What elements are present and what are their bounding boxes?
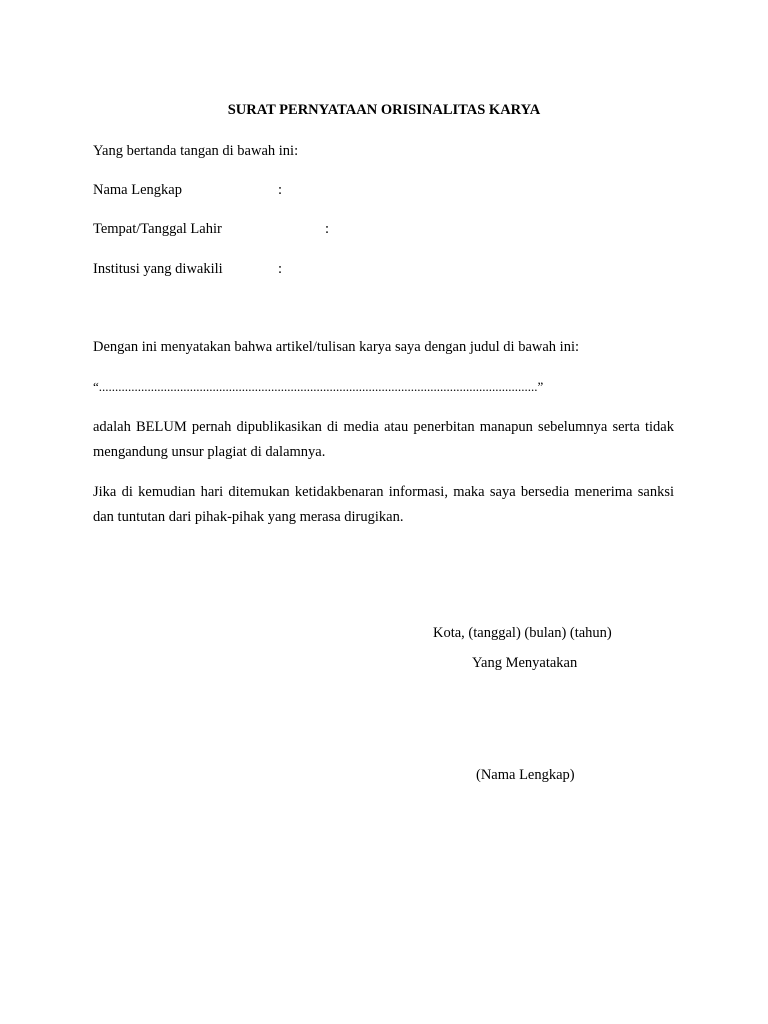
field-label-nama-lengkap: Nama Lengkap [93,182,182,198]
signature-name: (Nama Lengkap) [476,767,575,783]
paragraph-sanction: Jika di kemudian hari ditemukan ketidakbenaran informasi, maka saya bersedia menerima sanksi dan tuntutan dari pihak-pihak yang merasa dirugikan. [93,484,674,525]
signature-place-date: Kota, (tanggal) (bulan) (tahun) [433,625,612,641]
statement-text: Dengan ini menyatakan bahwa artikel/tulisan karya saya dengan judul di bawah ini: [93,339,579,355]
field-label-tempat-tanggal-lahir: Tempat/Tanggal Lahir [93,221,222,237]
field-separator-nama-lengkap: : [278,182,283,198]
signature-role: Yang Menyatakan [472,655,578,671]
field-separator-institusi: : [278,261,283,277]
intro-text: Yang bertanda tangan di bawah ini: [93,143,299,159]
field-separator-tempat-tanggal-lahir: : [325,221,330,237]
document-title: SURAT PERNYATAAN ORISINALITAS KARYA [227,102,541,118]
paragraph-originality: adalah BELUM pernah dipublikasikan di media atau penerbitan manapun sebelumnya serta tidak mengandung unsur plagiat di dalamnya. [93,419,674,460]
field-label-institusi: Institusi yang diwakili [93,261,223,277]
title-placeholder-line: “.......................................................................................................................................” [93,379,544,394]
